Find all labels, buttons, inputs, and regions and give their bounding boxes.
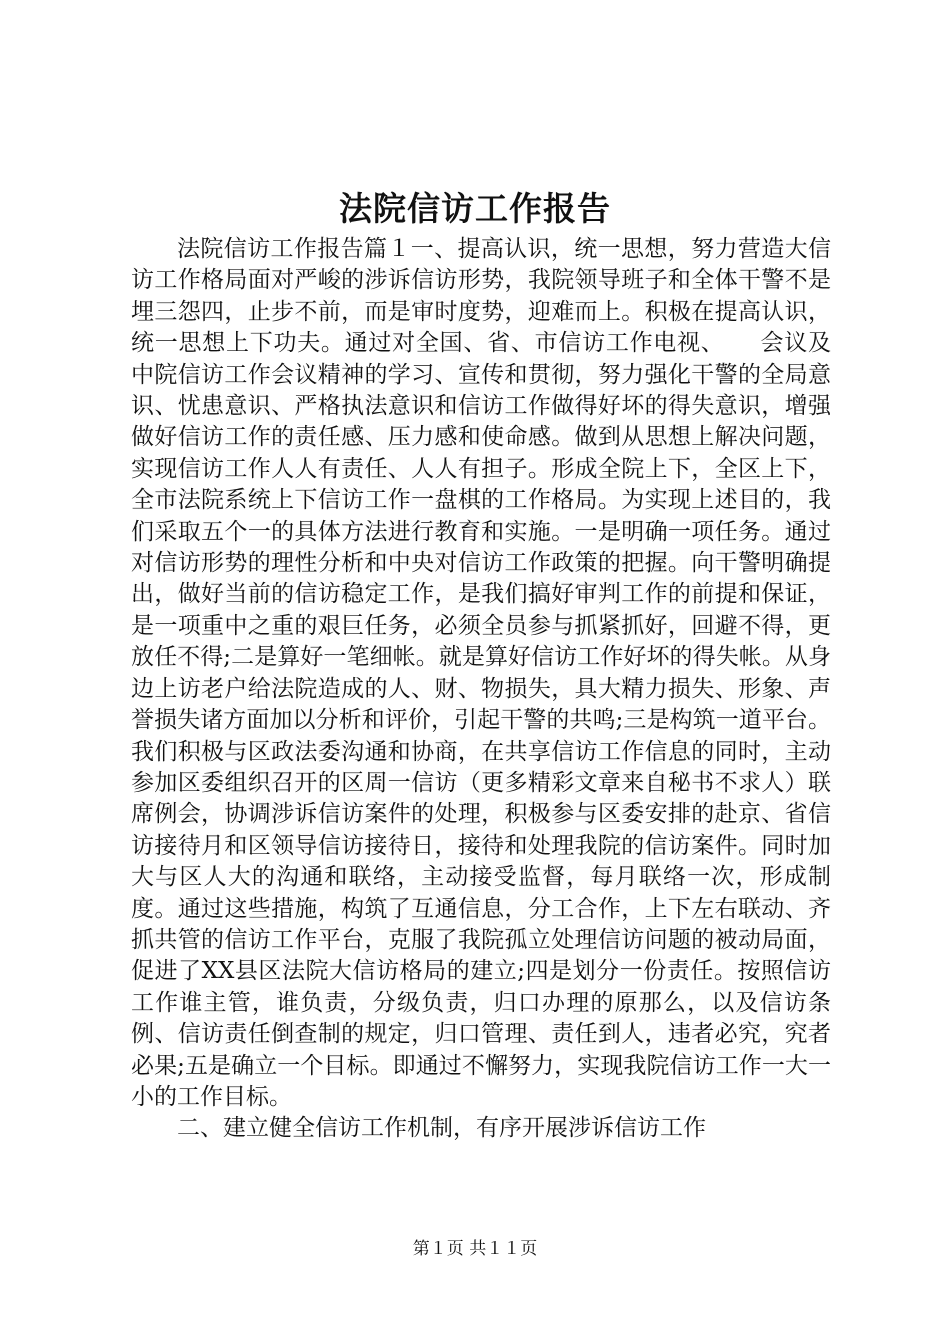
body-text: [131, 234, 831, 1145]
paragraph-1: 法院信访工作报告篇１一、提高认识，统一思想，努力营造大信访工作格局面对严峻的涉诉信访形势，我院领导班子和全体干警不是埋三怨四，止步不前，而是审时度势，迎难而上。积极在提高认识，统一思想上下功夫。通过对全国、省、市信访工作电视、 会议及中院信访工作会议精神的学习、宣传和贯彻，努力强化干警的全局意识、忧患意识、严格执法意识和信访工作做得好坏的得失意识，增强做好信访工作的责任感、压力感和使命感。做到从思想上解决问题，实现信访工作人人有责任、人人有担子。形成全院上下，全区上下，全市法院系统上下信访工作一盘棋的工作格局。为实现上述目的，我们采取五个一的具体方法进行教育和实施。一是明确一项任务。通过对信访形势的理性分析和中央对信访工作政策的把握。向干警明确提出，做好当前的信访稳定工作，是我们搞好审判工作的前提和保证，是一项重中之重的艰巨任务，必须全员参与抓紧抓好，回避不得，更放任不得;二是算好一笔细帐。就是算好信访工作好坏的得失帐。从身边上访老户给法院造成的人、财、物损失，具大精力损失、形象、声誉损失诸方面加以分析和评价，引起干警的共鸣;三是构筑一道平台。我们积极与区政法委沟通和协商，在共享信访工作信息的同时，主动参加区委组织召开的区周一信访（更多精彩文章来自秘书不求人）联席例会，协调涉诉信访案件的处理，积极参与区委安排的赴京、省信访接待月和区领导信访接待日，接待和处理我院的信访案件。同时加大与区人大的沟通和联络，主动接受监督，每月联络一次，形成制度。通过这些措施，构筑了互通信息，分工合作，上下左右联动、齐抓共管的信访工作平台，克服了我院孤立处理信访问题的被动局面，促进了XX县区法院大信访格局的建立;四是划分一份责任。按照信访工作谁主管，谁负责，分级负责，归口办理的原那么，以及信访条例、信访责任倒查制的规定，归口管理、责任到人，违者必究，究者必果;五是确立一个目标。即通过不懈努力，实现我院信访工作一大一小的工作目标。: [131, 236, 831, 1110]
page-title: 法院信访工作报告: [339, 189, 611, 228]
paragraph-2: 二、建立健全信访工作机制，有序开展涉诉信访工作: [177, 1115, 706, 1142]
page-footer: 第１页 共１１页: [412, 1239, 538, 1259]
